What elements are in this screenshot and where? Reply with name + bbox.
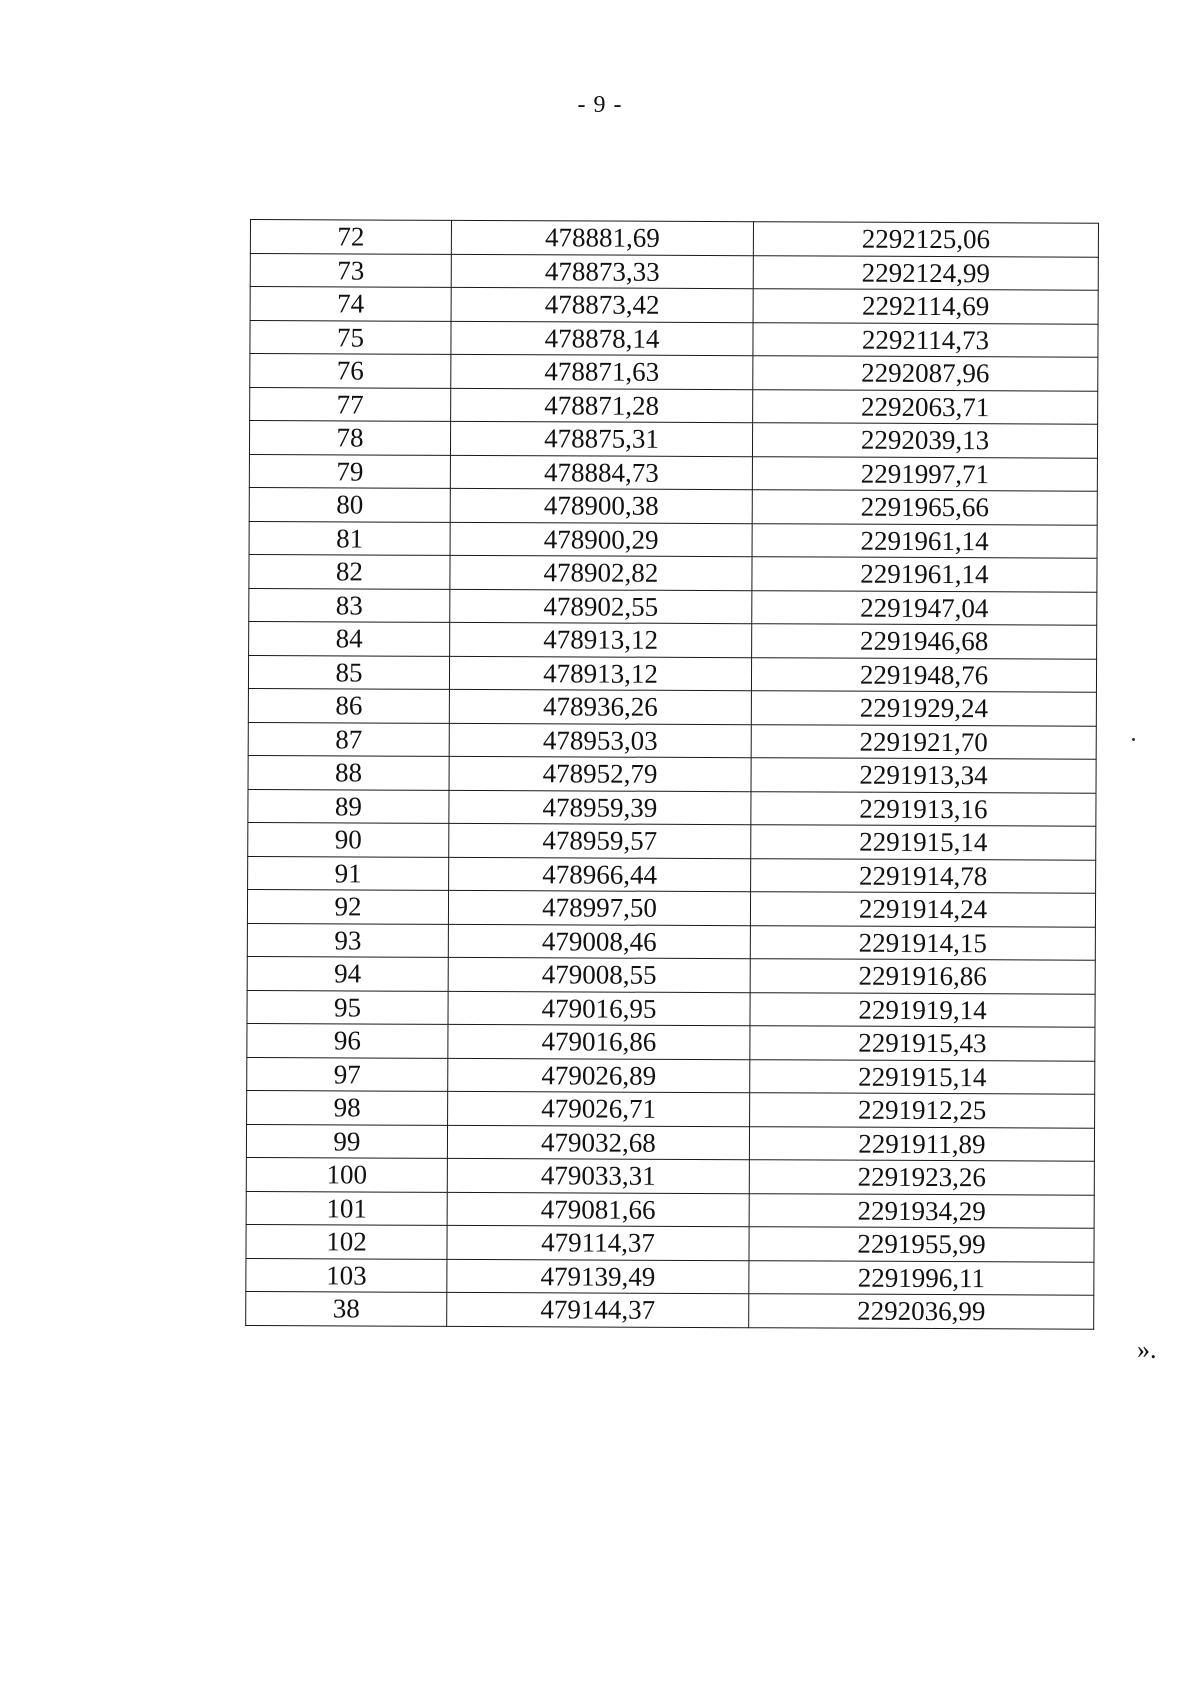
x-coordinate-cell: 478913,12 <box>449 656 751 691</box>
y-coordinate-cell: 2291947,04 <box>752 590 1097 625</box>
y-coordinate-cell: 2291948,76 <box>751 657 1096 692</box>
table-row <box>246 1291 1094 1328</box>
table-row <box>248 722 1096 759</box>
x-coordinate-cell: 479026,71 <box>448 1091 750 1126</box>
y-coordinate-cell: 2291916,86 <box>750 959 1095 994</box>
table-row <box>250 253 1098 290</box>
y-coordinate-cell: 2292063,71 <box>753 389 1098 424</box>
y-coordinate-cell: 2291915,14 <box>750 1059 1095 1094</box>
x-coordinate-cell: 479033,31 <box>447 1158 749 1193</box>
x-coordinate-cell: 478900,38 <box>450 488 752 523</box>
x-coordinate-cell: 478881,69 <box>451 220 753 255</box>
point-number-cell: 88 <box>248 755 449 789</box>
x-coordinate-cell: 478997,50 <box>448 890 750 925</box>
x-coordinate-cell: 478953,03 <box>449 723 751 758</box>
x-coordinate-cell: 479114,37 <box>447 1225 749 1260</box>
point-number-cell: 77 <box>250 387 451 421</box>
x-coordinate-cell: 479032,68 <box>447 1125 749 1160</box>
point-number-cell: 80 <box>249 487 450 521</box>
x-coordinate-cell: 479008,46 <box>448 924 750 959</box>
x-coordinate-cell: 478952,79 <box>449 756 751 791</box>
point-number-cell: 92 <box>247 889 448 923</box>
x-coordinate-cell: 478966,44 <box>449 857 751 892</box>
point-number-cell: 103 <box>246 1258 447 1292</box>
table-row <box>247 1057 1095 1094</box>
table-row <box>249 621 1097 658</box>
y-coordinate-cell: 2291912,25 <box>750 1093 1095 1128</box>
x-coordinate-cell: 479139,49 <box>447 1259 749 1294</box>
table-row <box>247 1023 1095 1060</box>
point-number-cell: 72 <box>250 220 451 254</box>
point-number-cell: 90 <box>248 822 449 856</box>
point-number-cell: 73 <box>250 253 451 287</box>
y-coordinate-cell: 2291997,71 <box>752 456 1097 491</box>
x-coordinate-cell: 479026,89 <box>448 1058 750 1093</box>
y-coordinate-cell: 2292114,69 <box>753 289 1098 324</box>
table-row <box>247 923 1095 960</box>
point-number-cell: 78 <box>249 421 450 455</box>
closing-quote-mark: ». <box>1137 1335 1157 1364</box>
y-coordinate-cell: 2291913,34 <box>751 758 1096 793</box>
point-number-cell: 98 <box>247 1090 448 1124</box>
table-row <box>247 1090 1095 1127</box>
x-coordinate-cell: 478913,12 <box>450 622 752 657</box>
x-coordinate-cell: 478884,73 <box>450 455 752 490</box>
coordinates-table <box>245 219 1099 1329</box>
table-row <box>249 588 1097 625</box>
y-coordinate-cell: 2291961,14 <box>752 523 1097 558</box>
x-coordinate-cell: 479008,55 <box>448 957 750 992</box>
y-coordinate-cell: 2292124,99 <box>753 255 1098 290</box>
point-number-cell: 94 <box>247 956 448 990</box>
y-coordinate-cell: 2291911,89 <box>749 1126 1094 1161</box>
table-row <box>248 655 1096 692</box>
page-number: - 9 - <box>577 92 623 118</box>
y-coordinate-cell: 2292039,13 <box>752 423 1097 458</box>
y-coordinate-cell: 2291914,24 <box>750 892 1095 927</box>
table-row <box>248 822 1096 859</box>
table-row <box>246 1258 1094 1295</box>
point-number-cell: 100 <box>246 1157 447 1191</box>
coordinates-table-body <box>246 220 1099 1329</box>
point-number-cell: 75 <box>250 320 451 354</box>
point-number-cell: 89 <box>248 789 449 823</box>
y-coordinate-cell: 2291914,78 <box>751 858 1096 893</box>
table-row <box>246 1124 1094 1161</box>
x-coordinate-cell: 478871,28 <box>451 388 753 423</box>
x-coordinate-cell: 478900,29 <box>450 522 752 557</box>
point-number-cell: 84 <box>249 621 450 655</box>
y-coordinate-cell: 2291915,43 <box>750 1026 1095 1061</box>
table-row <box>248 688 1096 725</box>
y-coordinate-cell: 2291913,16 <box>751 791 1096 826</box>
x-coordinate-cell: 479016,86 <box>448 1024 750 1059</box>
point-number-cell: 79 <box>249 454 450 488</box>
point-number-cell: 102 <box>246 1224 447 1258</box>
y-coordinate-cell: 2291934,29 <box>749 1193 1094 1228</box>
table-row <box>249 554 1097 591</box>
y-coordinate-cell: 2292114,73 <box>753 322 1098 357</box>
x-coordinate-cell: 478871,63 <box>451 354 753 389</box>
table-row <box>247 990 1095 1027</box>
table-row <box>249 454 1097 491</box>
y-coordinate-cell: 2292087,96 <box>753 356 1098 391</box>
table-row <box>248 755 1096 792</box>
x-coordinate-cell: 478873,33 <box>451 254 753 289</box>
table-row <box>250 320 1098 357</box>
table-row <box>249 521 1097 558</box>
point-number-cell: 97 <box>247 1057 448 1091</box>
y-coordinate-cell: 2292036,99 <box>749 1294 1094 1329</box>
y-coordinate-cell: 2291996,11 <box>749 1260 1094 1295</box>
x-coordinate-cell: 479016,95 <box>448 991 750 1026</box>
y-coordinate-cell: 2291915,14 <box>751 825 1096 860</box>
point-number-cell: 76 <box>250 354 451 388</box>
point-number-cell: 96 <box>247 1023 448 1057</box>
y-coordinate-cell: 2291965,66 <box>752 490 1097 525</box>
y-coordinate-cell: 2291923,26 <box>749 1160 1094 1195</box>
table-row <box>250 287 1098 324</box>
table-row <box>247 889 1095 926</box>
x-coordinate-cell: 479081,66 <box>447 1192 749 1227</box>
point-number-cell: 99 <box>246 1124 447 1158</box>
table-row <box>248 856 1096 893</box>
y-coordinate-cell: 2291961,14 <box>752 557 1097 592</box>
y-coordinate-cell: 2291919,14 <box>750 992 1095 1027</box>
table-row <box>250 387 1098 424</box>
x-coordinate-cell: 478873,42 <box>451 287 753 322</box>
x-coordinate-cell: 478878,14 <box>451 321 753 356</box>
point-number-cell: 74 <box>250 287 451 321</box>
y-coordinate-cell: 2291929,24 <box>751 691 1096 726</box>
point-number-cell: 86 <box>248 688 449 722</box>
table-row <box>249 421 1097 458</box>
x-coordinate-cell: 478936,26 <box>449 689 751 724</box>
point-number-cell: 38 <box>246 1291 447 1325</box>
table-row <box>248 789 1096 826</box>
y-coordinate-cell: 2291955,99 <box>749 1227 1094 1262</box>
x-coordinate-cell: 478959,39 <box>449 790 751 825</box>
y-coordinate-cell: 2291921,70 <box>751 724 1096 759</box>
point-number-cell: 93 <box>247 923 448 957</box>
table-row <box>246 1224 1094 1261</box>
table-row <box>249 487 1097 524</box>
x-coordinate-cell: 478902,55 <box>450 589 752 624</box>
point-number-cell: 85 <box>248 655 449 689</box>
point-number-cell: 101 <box>246 1191 447 1225</box>
table-row <box>250 220 1098 257</box>
table-row <box>247 956 1095 993</box>
point-number-cell: 95 <box>247 990 448 1024</box>
point-number-cell: 81 <box>249 521 450 555</box>
point-number-cell: 82 <box>249 554 450 588</box>
y-coordinate-cell: 2292125,06 <box>753 222 1098 257</box>
scan-speck <box>1132 738 1135 741</box>
table-row <box>246 1157 1094 1194</box>
x-coordinate-cell: 478902,82 <box>450 555 752 590</box>
coordinates-table-container <box>245 219 1099 1329</box>
y-coordinate-cell: 2291946,68 <box>752 624 1097 659</box>
x-coordinate-cell: 478959,57 <box>449 823 751 858</box>
point-number-cell: 91 <box>248 856 449 890</box>
point-number-cell: 87 <box>248 722 449 756</box>
y-coordinate-cell: 2291914,15 <box>750 925 1095 960</box>
table-row <box>250 354 1098 391</box>
point-number-cell: 83 <box>249 588 450 622</box>
table-row <box>246 1191 1094 1228</box>
x-coordinate-cell: 478875,31 <box>450 421 752 456</box>
x-coordinate-cell: 479144,37 <box>447 1292 749 1327</box>
